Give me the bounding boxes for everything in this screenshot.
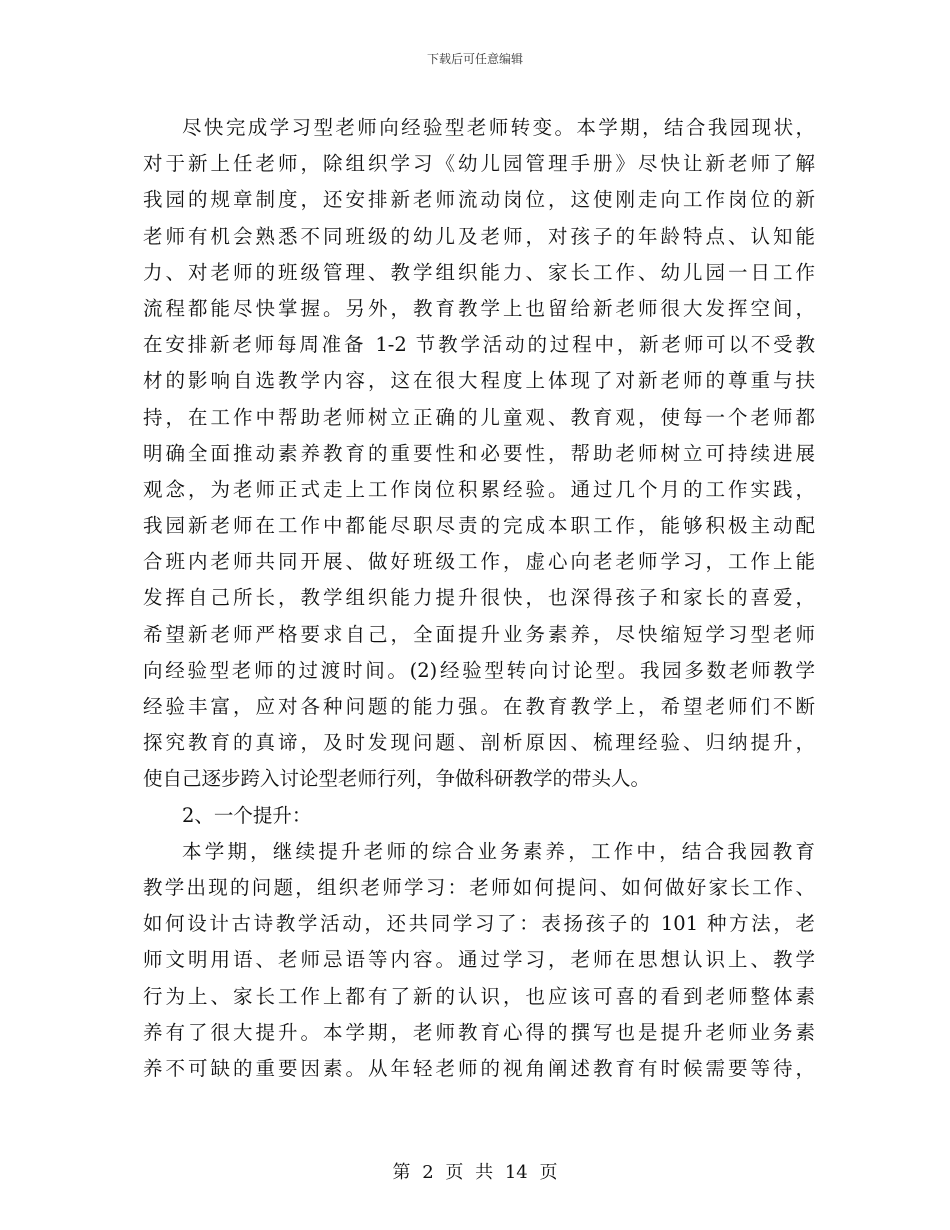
text-line: 如何设计古诗教学活动，还共同学习了：表扬孩子的 101 种方法，老	[143, 912, 815, 936]
text-line: 在安排新老师每周准备 1-2 节教学活动的过程中，新老师可以不受教	[143, 333, 815, 357]
text-line: 使自己逐步跨入讨论型老师行列，争做科研教学的带头人。	[143, 767, 651, 791]
text-line: 发挥自己所长，教学组织能力提升很快，也深得孩子和家长的喜爱，	[143, 586, 815, 610]
text-line: 教学出现的问题，组织老师学习：老师如何提问、如何做好家长工作、	[143, 875, 815, 899]
text-line: 对于新上任老师，除组织学习《幼儿园管理手册》尽快让新老师了解	[143, 152, 815, 176]
text-line: 向经验型老师的过渡时间。(2)经验型转向讨论型。我园多数老师教学	[143, 658, 815, 682]
text-line: 流程都能尽快掌握。另外，教育教学上也留给新老师很大发挥空间，	[143, 296, 815, 320]
text-line: 明确全面推动素养教育的重要性和必要性，帮助老师树立可持续进展	[143, 441, 815, 465]
text-line: 观念，为老师正式走上工作岗位积累经验。通过几个月的工作实践，	[143, 477, 815, 501]
text-line: 合班内老师共同开展、做好班级工作，虚心向老老师学习，工作上能	[143, 550, 815, 574]
text-line: 我园新老师在工作中都能尽职尽责的完成本职工作，能够积极主动配	[143, 514, 815, 538]
text-line: 我园的规章制度，还安排新老师流动岗位，这使刚走向工作岗位的新	[143, 188, 815, 212]
page-header-note: 下载后可任意编辑	[426, 52, 523, 66]
text-line: 力、对老师的班级管理、教学组织能力、家长工作、幼儿园一日工作	[143, 260, 815, 284]
text-line: 材的影响自选教学内容，这在很大程度上体现了对新老师的尊重与扶	[143, 369, 815, 393]
text-line: 经验丰富，应对各种问题的能力强。在教育教学上，希望老师们不断	[143, 695, 815, 718]
text-line: 养不可缺的重要因素。从年轻老师的视角阐述教育有时候需要等待，	[143, 1056, 815, 1080]
text-line: 探究教育的真谛，及时发现问题、剖析原因、梳理经验、归纳提升，	[143, 731, 815, 755]
text-line: 养有了很大提升。本学期，老师教育心得的撰写也是提升老师业务素	[143, 1020, 815, 1044]
document-body	[143, 110, 815, 1087]
section-heading: 2、一个提升：	[182, 803, 312, 827]
text-line: 师文明用语、老师忌语等内容。通过学习，老师在思想认识上、教学	[143, 948, 815, 972]
text-line: 老师有机会熟悉不同班级的幼儿及老师，对孩子的年龄特点、认知能	[143, 224, 815, 248]
text-line: 持，在工作中帮助老师树立正确的儿童观、教育观，使每一个老师都	[143, 405, 815, 429]
text-line: 希望新老师严格要求自己，全面提升业务素养，尽快缩短学习型老师	[143, 622, 815, 646]
page-number-footer: 第 2 页 共 14 页	[392, 1162, 558, 1183]
text-line: 行为上、家长工作上都有了新的认识，也应该可喜的看到老师整体素	[143, 984, 815, 1008]
text-line: 尽快完成学习型老师向经验型老师转变。本学期，结合我园现状，	[182, 116, 815, 139]
text-line: 本学期，继续提升老师的综合业务素养，工作中，结合我园教育	[182, 839, 815, 863]
